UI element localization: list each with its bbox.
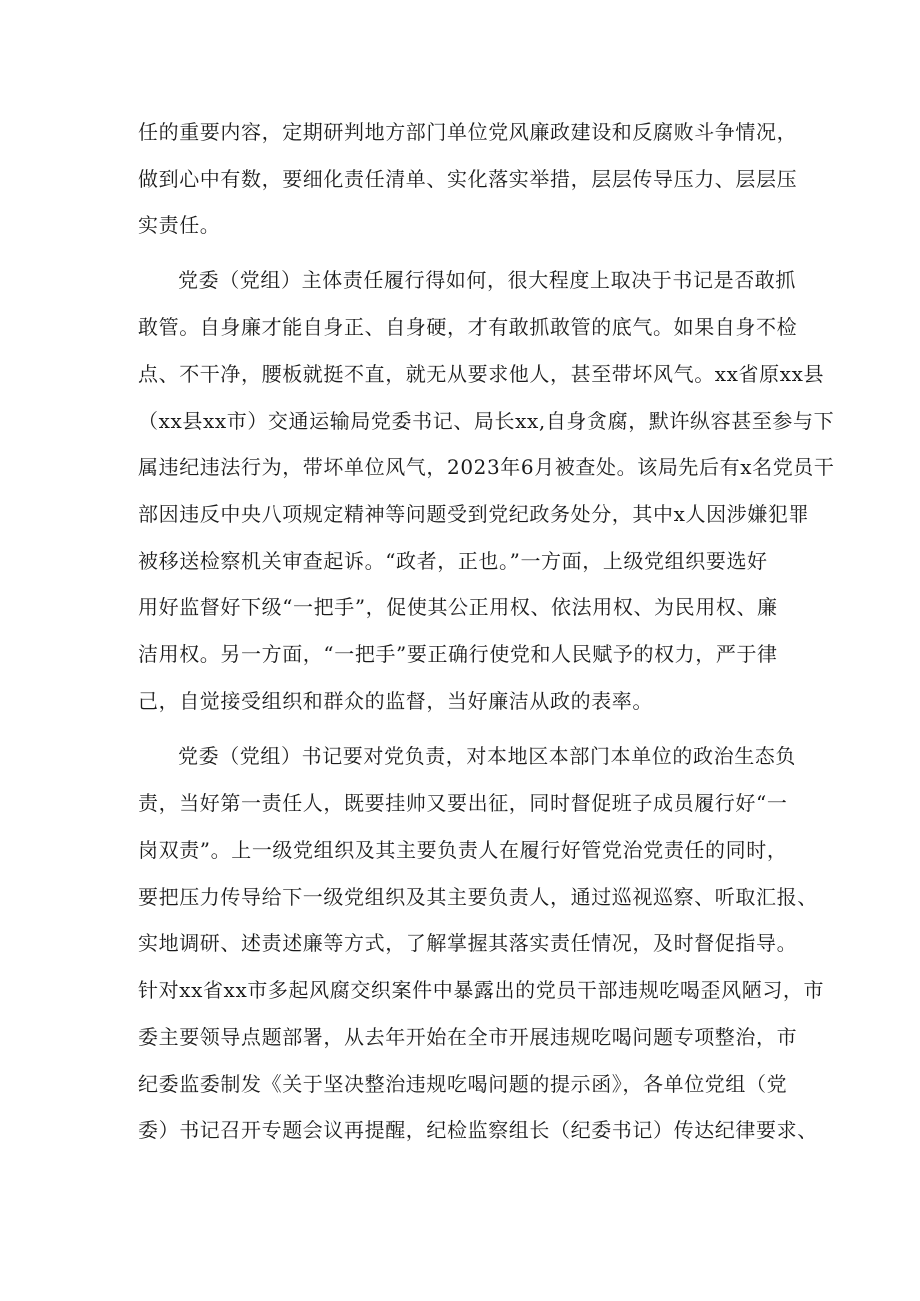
paragraph-first-line: 党委（党组）主体责任履行得如何，很大程度上取决于书记是否敢抓 <box>178 268 796 292</box>
text-line: 实地调研、述责述廉等方式，了解掌握其落实责任情况，及时督促指导。 <box>138 931 798 955</box>
text-line: 部因违反中央八项规定精神等问题受到党纪政务处分，其中x人因涉嫌犯罪 <box>138 502 810 526</box>
text-line: 要把压力传导给下一级党组织及其主要负责人，通过巡视巡察、听取汇报、 <box>138 885 818 909</box>
text-line: 纪委监委制发《关于坚决整治违规吃喝问题的提示函》，各单位党组（党 <box>138 1072 788 1096</box>
text-line: （xx县xx市）交通运输局党委书记、局长xx,自身贪腐，默许纵容甚至参与下 <box>138 409 835 433</box>
text-line: 委）书记召开专题会议再提醒，纪检监察组长（纪委书记）传达纪律要求、 <box>138 1118 818 1142</box>
text-line: 点、不干净，腰板就挺不直，就无从要求他人，甚至带坏风气。xx省原xx县 <box>138 362 825 386</box>
text-line: 己，自觉接受组织和群众的监督，当好廉洁从政的表率。 <box>138 689 653 713</box>
text-line: 用好监督好下级“一把手”，促使其公正用权、依法用权、为民用权、廉 <box>138 595 778 619</box>
text-line: 委主要领导点题部署，从去年开始在全市开展违规吃喝问题专项整治，市 <box>138 1025 798 1049</box>
text-line: 责，当好第一责任人，既要挂帅又要出征，同时督促班子成员履行好“一 <box>138 791 788 815</box>
paragraph-first-line: 党委（党组）书记要对党负责，对本地区本部门本单位的政治生态负 <box>178 744 796 768</box>
text-line: 针对xx省xx市多起风腐交织案件中暴露出的党员干部违规吃喝歪风陋习，市 <box>138 978 825 1002</box>
text-line: 洁用权。另一方面，“一把手”要正确行使党和人民赋予的权力，严于律 <box>138 642 778 666</box>
text-line: 做到心中有数，要细化责任清单、实化落实举措，层层传导压力、层层压 <box>138 167 798 191</box>
text-line: 任的重要内容，定期研判地方部门单位党风廉政建设和反腐败斗争情况， <box>138 120 798 144</box>
text-line: 实责任。 <box>138 213 221 237</box>
text-line: 被移送检察机关审查起诉。“政者，正也。”一方面，上级党组织要选好 <box>138 549 768 573</box>
text-line: 敢管。自身廉才能自身正、自身硬，才有敢抓敢管的底气。如果自身不检 <box>138 315 798 339</box>
text-line: 属违纪违法行为，带坏单位风气，2023年6月被查处。该局先后有x名党员干 <box>138 455 835 479</box>
text-line: 岗双责”。上一级党组织及其主要负责人在履行好管党治党责任的同时， <box>138 838 788 862</box>
